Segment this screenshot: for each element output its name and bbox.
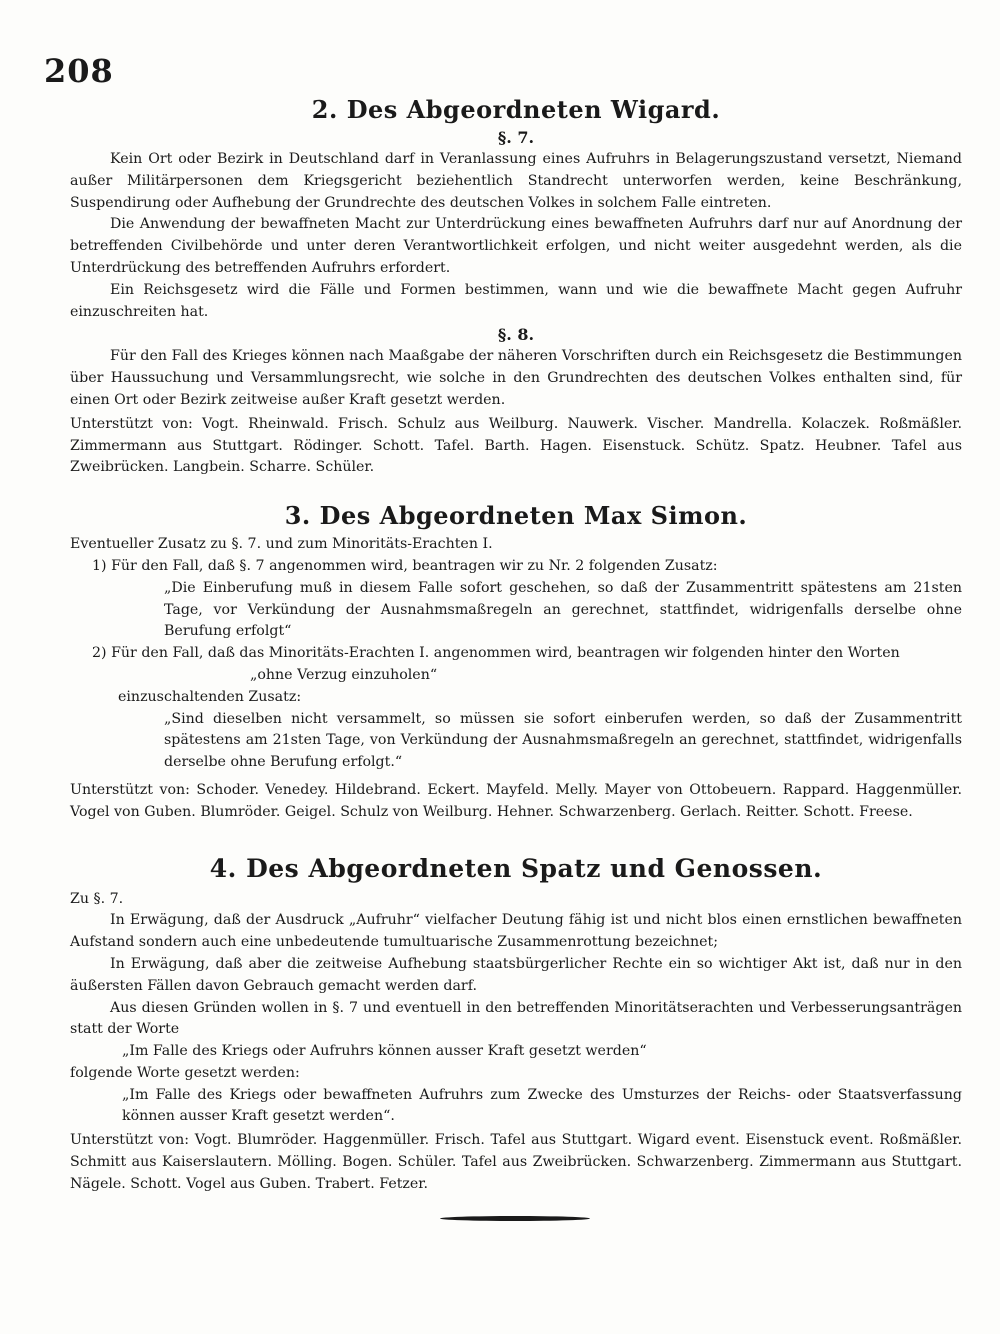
reference-label: Zu §. 7. bbox=[70, 890, 124, 907]
list-item: 1) Für den Fall, daß §. 7 angenommen wird, beantragen wir zu Nr. 2 folgenden Zusatz: bbox=[92, 557, 718, 574]
section-title: 2. Des Abgeordneten Wigard. bbox=[311, 95, 721, 124]
supporters-label: Unterstützt von: bbox=[70, 781, 190, 798]
section-wigard bbox=[70, 95, 962, 479]
supporters-names: Schoder. Venedey. Hildebrand. Eckert. Mayfeld. Melly. Mayer von Ottobeuern. Rappard. Haggenmüller. Vogel von Guben. Blumröder. Geigel. Schulz von Weilburg. Hehner. Schwarzenberg. Gerlach. Reitter. Schott. Freese. bbox=[70, 781, 962, 820]
quoted-text: „Im Falle des Kriegs oder Aufruhrs können ausser Kraft gesetzt werden“ bbox=[122, 1043, 647, 1060]
amendment-intro: Eventueller Zusatz zu §. 7. und zum Minoritäts-Erachten I. bbox=[70, 536, 493, 553]
paragraph-text: Aus diesen Gründen wollen in §. 7 und eventuell in den betreffenden Minoritätserachten und Verbesserungsanträgen statt der Worte bbox=[70, 999, 962, 1038]
paragraph-text: In Erwägung, daß aber die zeitweise Aufhebung staatsbürgerlicher Rechte ein so wichtiger Akt ist, daß nur in den äußersten Fällen davon Gebrauch gemacht werden darf. bbox=[70, 955, 962, 994]
paragraph-number: §. 8. bbox=[497, 325, 535, 345]
paragraph-number: §. 7. bbox=[497, 128, 535, 147]
paragraph-text: Die Anwendung der bewaffneten Macht zur Unterdrückung eines bewaffneten Aufruhrs darf nur auf Anordnung der betreffenden Civilbehörde und unter deren Verantwortlichkeit erfolgen, und nicht weiter ausgedehnt werden, als die Unterdrückung des betreffenden Aufruhrs erfordert. bbox=[70, 216, 962, 276]
paragraph-text: Ein Reichsgesetz wird die Fälle und Formen bestimmen, wann und wie die bewaffnete Macht gegen Aufruhr einzuschreiten hat. bbox=[70, 281, 962, 320]
quoted-words: „ohne Verzug einzuholen“ bbox=[250, 666, 438, 683]
section-title: 3. Des Abgeordneten Max Simon. bbox=[284, 501, 748, 531]
paragraph-text: Für den Fall des Krieges können nach Maaßgabe der näheren Vorschriften durch ein Reichsgesetz die Bestimmungen über Haussuchung und Versammlungsrecht, wie solche in den Grundrechten des deutschen Volkes enthalten sind, für einen Ort oder Bezirk zeitweise außer Kraft gesetzt werden. bbox=[70, 348, 962, 408]
supporters-list bbox=[70, 414, 962, 479]
paragraph-text: In Erwägung, daß der Ausdruck „Aufruhr“ vielfacher Deutung fähig ist und nicht blos einen ernstlichen bewaffneten Aufstand sondern auch eine unbedeutende tumultuarische Zusammenrottung bezeichnet; bbox=[70, 912, 962, 951]
quoted-text: „Im Falle des Kriegs oder bewaffneten Aufruhrs zum Zwecke des Umsturzes der Reichs- oder Staatsverfassung können ausser Kraft gesetzt werden“. bbox=[122, 1086, 962, 1125]
paragraph-text: Kein Ort oder Bezirk in Deutschland darf in Veranlassung eines Aufruhrs in Belagerungszustand versetzt, Niemand außer Militärpersonen dem Kriegsgericht beziehentlich Standrecht unterworfen werden, keine Beschränkung, Suspendirung oder Aufhebung der Grundrechte des deutschen Volkes in solchem Falle eintreten. bbox=[70, 151, 962, 211]
quoted-text: „Die Einberufung muß in diesem Falle sofort geschehen, so daß der Zusammentritt spätestens am 21sten Tage, vor Verkündung der Ausnahmsmaßregeln an gerechnet, stattfindet, widrigenfalls derselbe ohne Berufung erfolgt“ bbox=[164, 579, 962, 640]
section-spatz bbox=[70, 854, 962, 1196]
supporters-label: Unterstützt von: bbox=[70, 1132, 190, 1149]
insert-label: einzuschaltenden Zusatz: bbox=[118, 688, 302, 705]
supporters-label: Unterstützt von: bbox=[70, 415, 193, 432]
page-number: 208 bbox=[44, 52, 114, 90]
list-item: 2) Für den Fall, daß das Minoritäts-Erachten I. angenommen wird, beantragen wir folgenden hinter den Worten bbox=[92, 645, 900, 662]
replacement-label: folgende Worte gesetzt werden: bbox=[70, 1064, 300, 1081]
section-title: 4. Des Abgeordneten Spatz und Genossen. bbox=[209, 853, 823, 883]
supporters-list bbox=[70, 780, 962, 824]
supporters-list bbox=[70, 1130, 962, 1195]
supporters-names: Vogt. Rheinwald. Frisch. Schulz aus Weilburg. Nauwerk. Vischer. Mandrella. Kolaczek. Roßmäßler. Zimmermann aus Stuttgart. Rödinger. Schott. Tafel. Barth. Hagen. Eisenstuck. Schütz. Spatz. Heubner. Tafel aus Zweibrücken. Langbein. Scharre. Schüler. bbox=[70, 415, 962, 476]
section-max-simon bbox=[70, 501, 962, 823]
quoted-text: „Sind dieselben nicht versammelt, so müssen sie sofort einberufen werden, so daß der Zusammentritt spätestens am 21sten Tage, von Verkündung der Ausnahmsmaßregeln an gerechnet, stattfindet, widrigenfalls derselbe ohne Berufung erfolgt.“ bbox=[164, 710, 962, 771]
end-rule bbox=[440, 1216, 590, 1221]
supporters-names: Vogt. Blumröder. Haggenmüller. Frisch. Tafel aus Stuttgart. Wigard event. Eisenstuck event. Roßmäßler. Schmitt aus Kaiserslautern. Mölling. Bogen. Schüler. Tafel aus Zweibrücken. Schwarzenberg. Zimmermann aus Stuttgart. Nägele. Schott. Vogel aus Guben. Trabert. Fetzer. bbox=[70, 1132, 962, 1192]
